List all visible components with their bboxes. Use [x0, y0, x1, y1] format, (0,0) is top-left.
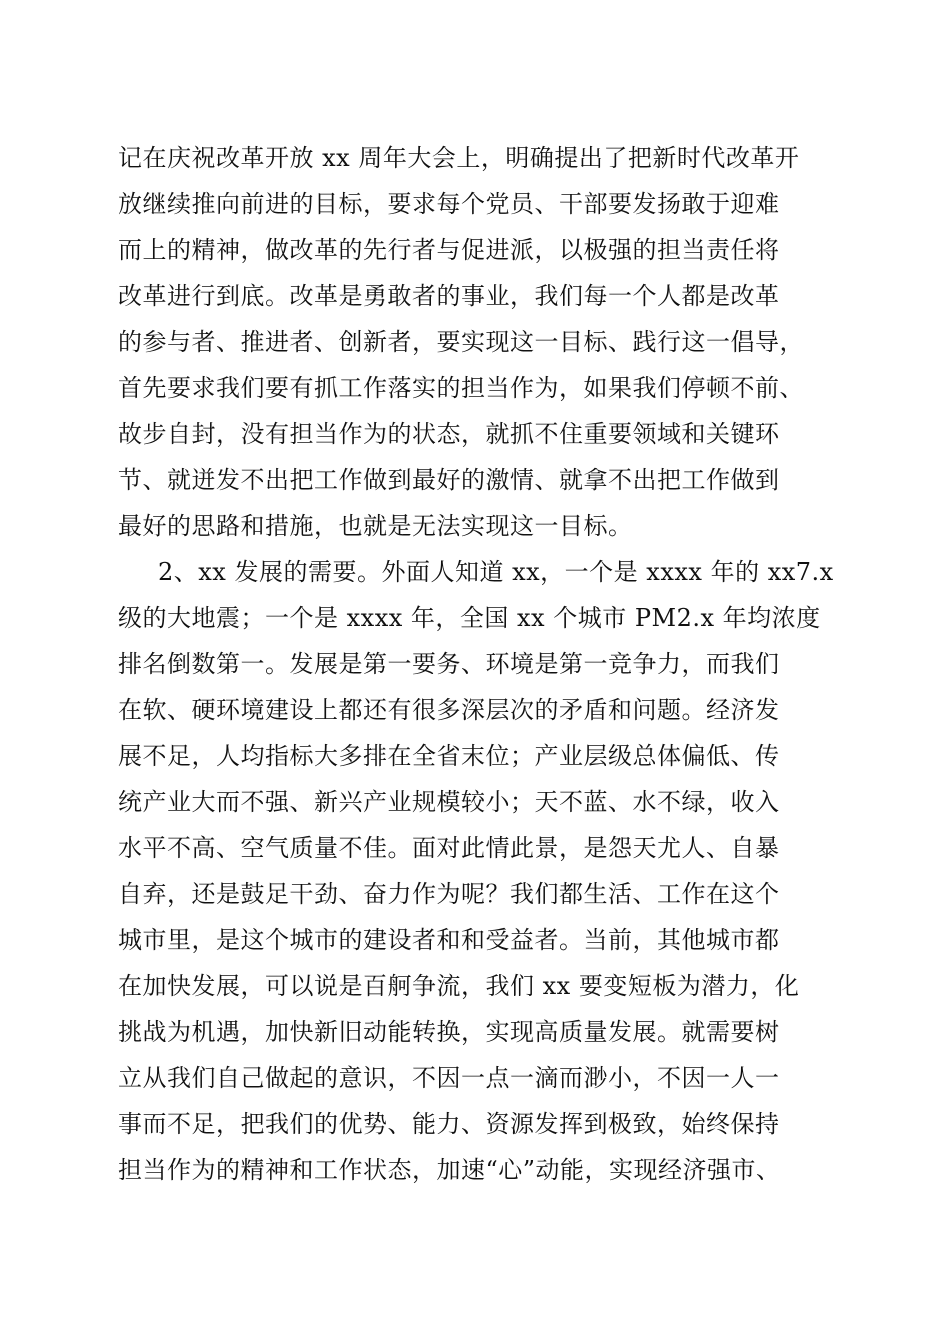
paragraph-1-line-4: 改革进行到底。改革是勇敢者的事业，我们每一个人都是改革: [118, 282, 780, 310]
paragraph-1-line-7: 故步自封，没有担当作为的状态，就抓不住重要领域和关键环: [118, 420, 780, 448]
paragraph-2-line-14: 担当作为的精神和工作状态，加速“心”动能，实现经济强市、: [118, 1156, 781, 1184]
paragraph-2-line-1: 2、xx 发展的需要。外面人知道 xx，一个是 xxxx 年的 xx7.x: [158, 558, 834, 586]
paragraph-1-line-5: 的参与者、推进者、创新者，要实现这一目标、践行这一倡导，: [118, 328, 804, 356]
paragraph-2-line-6: 统产业大而不强、新兴产业规模较小；天不蓝、水不绿，收入: [118, 788, 780, 816]
paragraph-2-line-8: 自弃，还是鼓足干劲、奋力作为呢？我们都生活、工作在这个: [118, 880, 780, 908]
paragraph-2-line-4: 在软、硬环境建设上都还有很多深层次的矛盾和问题。经济发: [118, 696, 780, 724]
paragraph-2-line-5: 展不足，人均指标大多排在全省末位；产业层级总体偏低、传: [118, 742, 780, 770]
paragraph-1-line-6: 首先要求我们要有抓工作落实的担当作为，如果我们停顿不前、: [118, 374, 804, 402]
paragraph-2-line-10: 在加快发展，可以说是百舸争流，我们 xx 要变短板为潜力，化: [118, 972, 800, 1000]
paragraph-2-line-2: 级的大地震；一个是 xxxx 年，全国 xx 个城市 PM2.x 年均浓度: [118, 604, 821, 632]
paragraph-2-line-11: 挑战为机遇，加快新旧动能转换，实现高质量发展。就需要树: [118, 1018, 780, 1046]
paragraph-2-line-12: 立从我们自己做起的意识，不因一点一滴而渺小，不因一人一: [118, 1064, 780, 1092]
paragraph-1-line-1: 记在庆祝改革开放 xx 周年大会上，明确提出了把新时代改革开: [118, 144, 800, 172]
paragraph-2-line-7: 水平不高、空气质量不佳。面对此情此景，是怨天尤人、自暴: [118, 834, 780, 862]
paragraph-2-line-3: 排名倒数第一。发展是第一要务、环境是第一竞争力，而我们: [118, 650, 780, 678]
paragraph-1-line-3: 而上的精神，做改革的先行者与促进派，以极强的担当责任将: [118, 236, 780, 264]
paragraph-1-line-2: 放继续推向前进的目标，要求每个党员、干部要发扬敢于迎难: [118, 190, 780, 218]
paragraph-2-line-13: 事而不足，把我们的优势、能力、资源发挥到极致，始终保持: [118, 1110, 780, 1138]
paragraph-1-line-9: 最好的思路和措施，也就是无法实现这一目标。: [118, 512, 633, 540]
paragraph-2-line-9: 城市里，是这个城市的建设者和和受益者。当前，其他城市都: [118, 926, 780, 954]
paragraph-1-line-8: 节、就迸发不出把工作做到最好的激情、就拿不出把工作做到: [118, 466, 780, 494]
